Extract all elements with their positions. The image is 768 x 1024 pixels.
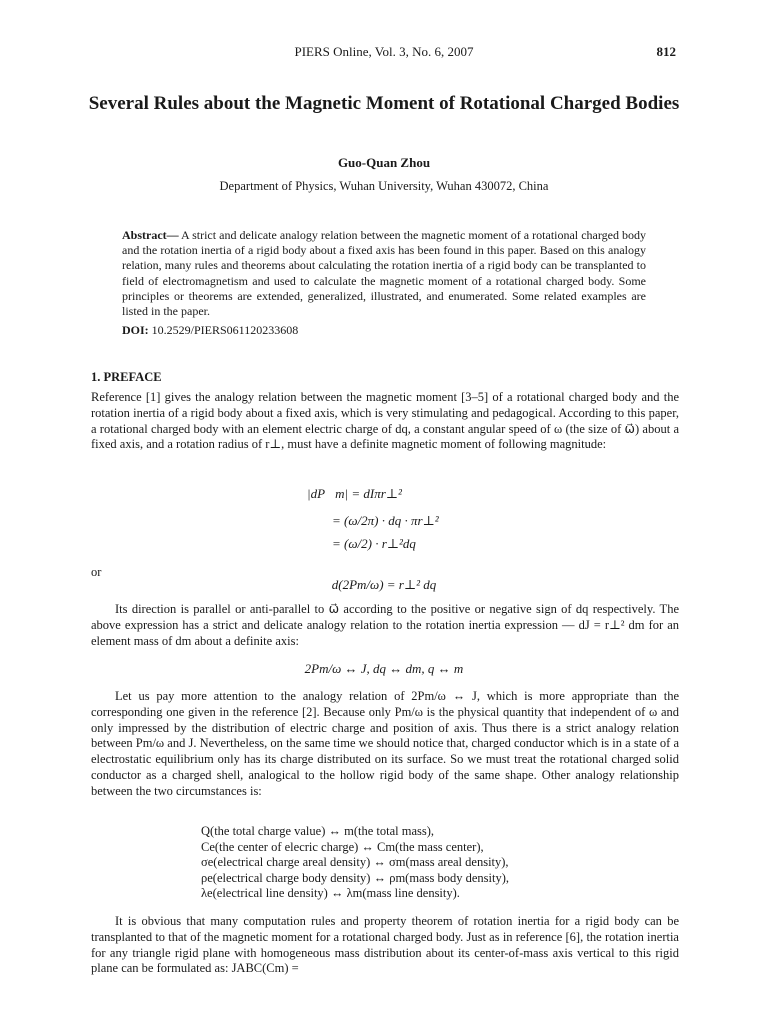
abstract	[122, 228, 646, 319]
section-heading: 1. PREFACE	[91, 370, 162, 384]
equation-1-line-1: |dP⃗m| = dIπr⊥²	[307, 486, 402, 501]
abstract-label: Abstract—	[122, 228, 179, 242]
doi-label: DOI:	[122, 323, 149, 337]
abstract-text: A strict and delicate analogy relation between the magnetic moment of a rotational charged body and the rotation inertia of a rigid body about a fixed axis has been found in this paper. Based on this analogy relation, many rules and theorems about calculating the rotation inertia of a rigid body can be transplanted to field of electromagnetism and used to calculate the magnetic moment of a rotational charged body. Some principles or theorems are extended, generalized, illustrated, and enumerated. Some related examples are listed in the paper.	[122, 228, 646, 319]
equation-2: d(2Pm/ω) = r⊥² dq	[331, 577, 437, 592]
paragraph-4: It is obvious that many computation rules and property theorem of rotation inertia for a rigid body can be transplanted to that of the magnetic moment for a rotational charged body. Just as in reference [6], the rotation inertia for any triangle rigid plane with homogeneous mass distribution about its center-of-mass axis vertical to this rigid plane can be formulated as: JABC(Cm) =	[91, 914, 679, 976]
or-label: or	[91, 565, 102, 579]
analogy-item: Ce(the center of elecric charge) ↔ Cm(the mass center),	[201, 839, 484, 854]
paragraph-3: Let us pay more attention to the analogy relation of 2Pm/ω ↔ J, which is more appropriate than the corresponding one given in the reference [2]. Because only Pm/ω is the physical quantity that independent of ω and only impressed by the distribution of electric charge and position of axis. Thus there is a strict analogy relation between Pm/ω and J. Nevertheless, on the same time we should notice that, charged conductor which is in a state of a electrostatic equilibrium only has its charge distributed on its surface. So we must treat the rotational charged solid conductor as a charged shell, analogical to the hollow rigid body of the same shape. Other analogy relationship between the two circumstances is:	[91, 689, 679, 798]
paragraph-1: Reference [1] gives the analogy relation between the magnetic moment [3–5] of a rotational charged body and the rotation inertia of a rigid body about a fixed axis, which is very stimulating and pedagogical. According to this paper, a rotational charged body with an element electric charge of dq, a constant angular speed of ω (the size of ω⃗) about a fixed axis, and a rotation radius of r⊥, must have a definite magnetic moment of following magnitude:	[91, 390, 679, 452]
doi	[122, 323, 298, 338]
analogy-item: λe(electrical line density) ↔ λm(mass line density).	[201, 886, 460, 901]
analogy-item: σe(electrical charge areal density) ↔ σm(mass areal density),	[201, 855, 509, 870]
equation-3: 2Pm/ω ↔ J, dq ↔ dm, q ↔ m	[304, 661, 464, 676]
analogy-item: Q(the total charge value) ↔ m(the total mass),	[201, 824, 435, 838]
equation-1-line-3: = (ω/2) · r⊥²dq	[332, 536, 416, 551]
analogy-item: ρe(electrical charge body density) ↔ ρm(mass body density),	[201, 870, 509, 885]
equation-1-line-2: = (ω/2π) · dq · πr⊥²	[332, 513, 439, 528]
page-number: 812	[656, 44, 676, 59]
analogy-list	[201, 824, 509, 902]
author: Guo-Quan Zhou	[337, 155, 431, 170]
paper-title: Several Rules about the Magnetic Moment of Rotational Charged Bodies	[88, 93, 680, 114]
affiliation: Department of Physics, Wuhan University, Wuhan 430072, China	[219, 179, 549, 193]
running-head: PIERS Online, Vol. 3, No. 6, 2007	[294, 44, 474, 59]
doi-value: 10.2529/PIERS061120233608	[151, 323, 299, 337]
paragraph-2: Its direction is parallel or anti-parallel to ω⃗ according to the positive or negative sign of dq respectively. The above expression has a strict and delicate analogy relation to the rotation inertia expression — dJ = r⊥² dm for an element mass of dm about a definite axis:	[91, 602, 679, 648]
